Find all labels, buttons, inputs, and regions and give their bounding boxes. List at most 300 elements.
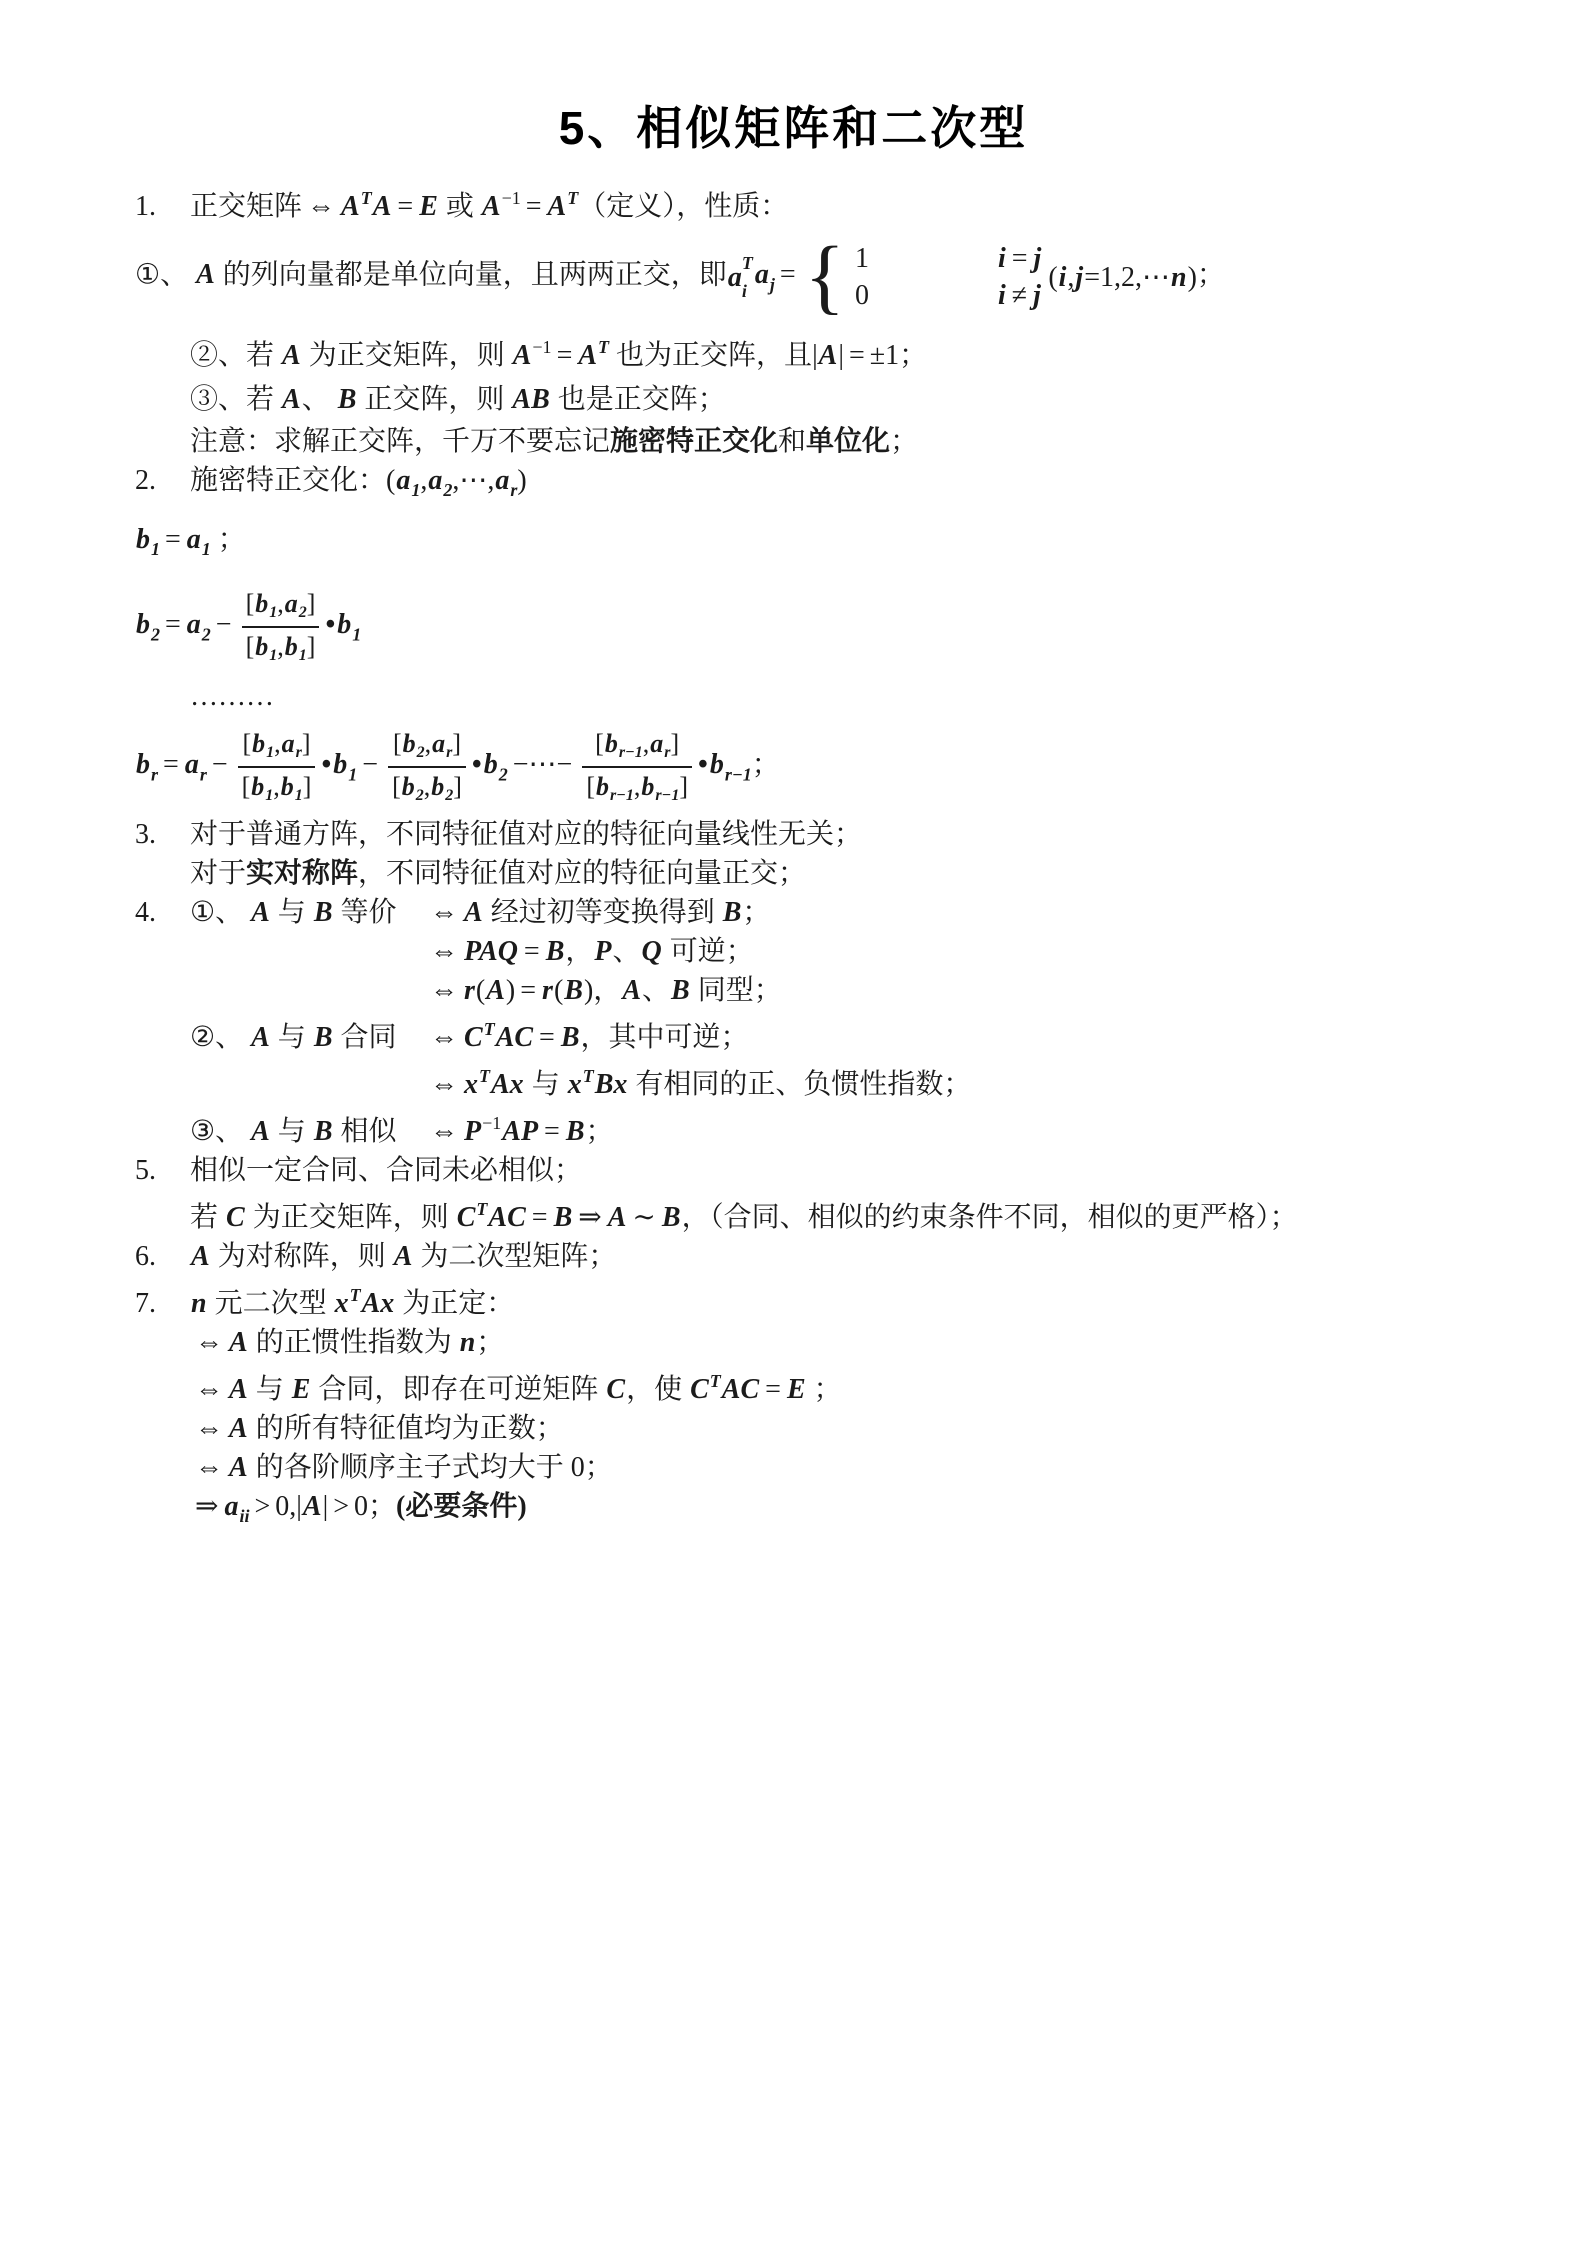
script-column (742, 254, 753, 300)
math-operator: = (1011, 243, 1028, 274)
text-segment: C (690, 1374, 709, 1405)
text-segment: B (671, 975, 690, 1006)
text-segment: 可逆； (662, 936, 754, 967)
text-segment: ②、若 (190, 340, 282, 371)
text-segment: r (510, 480, 518, 500)
doc-line (135, 510, 1587, 579)
text-segment: n (191, 1288, 207, 1319)
item-label (190, 1112, 425, 1151)
text-segment: −1 (482, 1113, 502, 1133)
text-segment: C (464, 1022, 483, 1053)
text-segment: 正交阵，则 (357, 384, 512, 415)
text-segment: AP (502, 1116, 539, 1147)
text-segment: A (229, 1452, 248, 1483)
doc-line (135, 719, 1587, 815)
text-segment: 和 (778, 426, 807, 457)
fraction-numerator (238, 727, 316, 768)
doc-line (135, 1104, 1587, 1151)
scripted-symbol (728, 254, 753, 300)
item-label (190, 1018, 425, 1057)
item-label (190, 893, 425, 932)
superscript: T (741, 253, 753, 273)
text-segment: T (582, 1066, 594, 1086)
text-segment: P (464, 1116, 482, 1147)
text-segment: ； (1196, 259, 1225, 291)
math-operator: > (254, 1491, 271, 1522)
text-segment: A (512, 340, 532, 371)
text-segment: ， (593, 975, 622, 1006)
text-segment: i (997, 243, 1006, 274)
text-segment: 2 (151, 624, 160, 645)
text-segment: Ax (361, 1288, 395, 1319)
text-segment: , (274, 729, 281, 758)
item-number: 1. (135, 191, 156, 222)
doc-line (135, 229, 1587, 325)
text-segment: C (456, 1202, 476, 1233)
text-segment: B (722, 897, 742, 928)
math-operator: ⇔ (195, 1374, 223, 1405)
text-segment: b (255, 632, 269, 661)
text-segment: b (596, 772, 609, 801)
text-segment: 为正交矩阵，则 (301, 340, 512, 371)
text-segment: A (282, 340, 301, 371)
math-operator: = (544, 1116, 560, 1147)
text-segment: x (334, 1288, 349, 1319)
text-segment: A (393, 1241, 413, 1272)
text-segment: E (291, 1374, 311, 1405)
math-operator: ⇔ (430, 1116, 458, 1147)
text-segment: E (786, 1374, 806, 1405)
text-segment: ， (565, 936, 594, 967)
text-segment: T (709, 1371, 721, 1391)
text-segment: T (349, 1285, 361, 1305)
cases-condition-column (997, 240, 1042, 314)
text-segment: , (424, 729, 432, 758)
text-segment: ； (742, 897, 771, 928)
text-segment: 也是正交阵； (550, 384, 726, 415)
text-segment: b (402, 729, 416, 758)
text-segment: ； (806, 1374, 842, 1405)
text-segment: ③、 (190, 1116, 251, 1147)
text-segment: B (661, 1202, 681, 1233)
text-segment: ] (453, 772, 462, 801)
text-segment: b (483, 749, 498, 781)
text-segment: ] (452, 729, 462, 758)
text-segment: b (401, 772, 415, 801)
text-segment: a (281, 729, 295, 758)
text-segment: ①、 (190, 897, 251, 928)
item-number: 5. (135, 1155, 156, 1186)
text-segment: A (578, 340, 598, 371)
text-segment: ①、 (135, 259, 196, 291)
text-segment: | (838, 340, 844, 371)
doc-line (135, 325, 1587, 378)
doc-line (135, 1409, 1587, 1448)
text-segment: b (255, 589, 269, 618)
script-base: a (727, 261, 742, 293)
text-segment: ，不同特征值对应的特征向量正交； (358, 858, 807, 889)
text-segment: A (302, 1491, 322, 1522)
text-segment: Ax (491, 1069, 524, 1100)
text-segment: ( (386, 465, 396, 496)
text-segment: • (325, 609, 336, 641)
text-segment: B (565, 1116, 585, 1147)
text-segment: 1 (266, 744, 275, 761)
text-segment: 与 (524, 1069, 567, 1100)
fraction (582, 727, 692, 807)
doc-line (135, 1190, 1587, 1237)
text-segment: b (136, 609, 150, 641)
text-segment: A (341, 191, 360, 222)
text-segment: T (360, 188, 372, 208)
text-segment: [ (392, 772, 401, 801)
math-operator: ≠ (1011, 280, 1028, 311)
text-segment: [ (392, 729, 402, 758)
math-operator: = (525, 191, 542, 222)
text-segment: • (698, 749, 708, 781)
text-segment: 有相同的正、负惯性指数； (628, 1069, 972, 1100)
text-segment: r (446, 744, 453, 761)
doc-line (135, 893, 1587, 932)
text-segment: ±1 (869, 340, 900, 371)
cases-value-column (855, 240, 869, 314)
text-segment: ) (505, 975, 516, 1006)
text-segment: A (481, 191, 501, 222)
text-segment: a (432, 729, 446, 758)
text-segment: 1 (269, 604, 278, 621)
text-segment: a (186, 524, 201, 555)
text-segment: [ (242, 729, 252, 758)
text-segment: 注意：求解正交阵，千万不要忘记 (190, 426, 611, 457)
text-segment: P (594, 936, 612, 967)
doc-line (135, 1237, 1587, 1276)
text-segment: 对于 (190, 858, 247, 889)
text-segment: ( (553, 975, 564, 1006)
text-segment: ] (301, 729, 311, 758)
text-segment: , (1067, 261, 1075, 293)
text-segment: 1 (151, 539, 160, 559)
item-number: 4. (135, 897, 156, 928)
text-segment: b (337, 609, 352, 641)
text-segment: ,⋯, (452, 465, 495, 496)
text-segment: (必要条件) (396, 1491, 527, 1522)
text-segment: | (296, 1491, 302, 1522)
text-segment: 与 (270, 897, 313, 928)
text-segment: a (284, 589, 298, 618)
text-segment: B (313, 1116, 333, 1147)
text-segment: 2 (298, 604, 307, 621)
text-segment: b (251, 772, 265, 801)
text-segment: 0, (275, 1491, 297, 1522)
text-segment: 、 (642, 975, 671, 1006)
text-segment: 元二次型 (207, 1288, 334, 1319)
text-segment: 2 (201, 624, 211, 645)
math-operator: −⋯− (512, 749, 573, 781)
text-segment: AC (488, 1202, 526, 1233)
text-segment: [ (595, 729, 604, 758)
text-segment: | (322, 1491, 329, 1522)
math-operator: = (523, 936, 540, 967)
text-segment: T (479, 1066, 490, 1086)
fraction-denominator (242, 628, 320, 667)
piecewise-cases (804, 230, 1197, 323)
text-segment: ②、 (190, 1022, 251, 1053)
text-segment: 的所有特征值均为正数； (248, 1413, 564, 1444)
text-segment: ，其中可逆； (580, 1022, 749, 1053)
text-segment: AC (721, 1374, 760, 1405)
cases-row (855, 240, 869, 277)
math-operator: ⇔ (430, 1069, 458, 1100)
doc-line (135, 579, 1587, 675)
text-segment: , (273, 772, 280, 801)
text-segment: 经过初等变换得到 (483, 897, 722, 928)
text-segment: PAQ (464, 936, 518, 967)
text-segment: A (607, 1202, 627, 1233)
text-segment: 与 (270, 1116, 313, 1147)
item-number: 3. (135, 819, 156, 850)
text-segment: 、 (301, 384, 337, 415)
text-segment: r−1 (724, 764, 752, 785)
text-segment: b (280, 772, 294, 801)
cases-row (997, 277, 1042, 314)
math-operator: = (165, 524, 181, 555)
text-segment: [ (241, 772, 251, 801)
text-segment: B (560, 1022, 580, 1053)
text-segment: 为正交矩阵，则 (245, 1202, 456, 1233)
text-segment: r (151, 764, 159, 785)
text-segment: , (277, 589, 284, 618)
text-segment: i (997, 280, 1006, 311)
math-operator: = (779, 259, 796, 291)
text-segment: 1 (352, 624, 362, 645)
text-segment: • (471, 749, 482, 781)
text-segment: , (642, 729, 650, 758)
text-segment: 施密特正交化 (610, 426, 779, 457)
fraction-denominator (582, 768, 692, 807)
document-content (0, 158, 1587, 1536)
doc-line (135, 815, 1587, 854)
text-segment: 对于普通方阵，不同特征值对应的特征向量线性无关； (190, 819, 863, 850)
doc-line (135, 854, 1587, 893)
doc-line (135, 1362, 1587, 1409)
text-segment: [ (245, 632, 255, 661)
text-segment: AB (512, 384, 550, 415)
math-operator: = (848, 340, 865, 371)
subscript: i (741, 281, 747, 301)
text-segment: 为二次型矩阵； (413, 1241, 617, 1272)
text-segment: r (464, 975, 475, 1006)
text-segment: a (396, 465, 411, 496)
text-segment: A (464, 897, 483, 928)
text-segment: • (321, 749, 332, 781)
math-operator: ∼ (632, 1202, 656, 1233)
text-segment: b (333, 749, 348, 781)
math-operator: ⇔ (195, 1327, 223, 1358)
fraction-denominator (388, 768, 466, 807)
text-segment: 0 (353, 1491, 368, 1522)
text-segment: r (199, 764, 207, 785)
math-operator: = (531, 1202, 548, 1233)
text-segment: Bx (594, 1069, 628, 1100)
fraction-numerator (582, 727, 692, 768)
text-segment: =1,2,⋯ (1084, 261, 1170, 293)
text-segment: b (604, 729, 618, 758)
text-segment: b (252, 729, 266, 758)
text-segment: a (754, 259, 769, 291)
text-segment: 1 (269, 647, 278, 664)
text-segment: , (633, 772, 641, 801)
math-operator: = (165, 609, 181, 641)
text-segment: | (812, 340, 818, 371)
text-segment: r−1 (610, 787, 634, 804)
item-number: 6. (135, 1241, 156, 1272)
math-operator: ⇔ (307, 191, 336, 222)
math-operator: ⇒ (195, 1491, 219, 1522)
left-brace-glyph: { (804, 230, 845, 323)
text-segment: B (553, 1202, 573, 1233)
math-operator: ⇒ (578, 1202, 602, 1233)
math-operator: = (539, 1022, 555, 1053)
doc-line (135, 1151, 1587, 1190)
math-operator: = (397, 191, 414, 222)
text-segment: r−1 (618, 744, 643, 761)
math-operator: − (362, 749, 379, 781)
doc-line (135, 1010, 1587, 1057)
text-segment: 也为正交阵，且 (609, 340, 813, 371)
text-segment: 1 (294, 787, 303, 804)
text-segment: AC (495, 1022, 534, 1053)
text-segment: ； (476, 1327, 505, 1358)
text-segment: 相似一定合同、合同未必相似； (190, 1155, 583, 1186)
text-segment: ( (1048, 261, 1058, 293)
text-segment: A (229, 1374, 248, 1405)
text-segment: A (282, 384, 301, 415)
text-segment: 为对称阵，则 (210, 1241, 393, 1272)
text-segment: A (229, 1327, 248, 1358)
math-operator: = (765, 1374, 781, 1405)
doc-line (135, 971, 1587, 1010)
text-segment: 1 (265, 787, 274, 804)
text-segment: 相似 (333, 1116, 397, 1147)
text-segment: a (650, 729, 664, 758)
text-segment: j (1075, 261, 1084, 293)
text-segment: 0 (854, 280, 869, 311)
text-segment: b (709, 749, 724, 781)
math-operator: > (333, 1491, 349, 1522)
math-operator: − (211, 749, 228, 781)
math-operator: ⇔ (195, 1413, 223, 1444)
text-segment: T (483, 1019, 495, 1039)
doc-line (135, 932, 1587, 971)
text-segment: ； (210, 524, 246, 555)
text-segment: r (542, 975, 553, 1006)
text-segment: n (1171, 261, 1187, 293)
text-segment: x (567, 1069, 582, 1100)
text-segment: ) (1187, 261, 1197, 293)
text-segment: ； (367, 1491, 396, 1522)
text-segment: ) (517, 465, 527, 496)
text-segment: A (251, 1022, 270, 1053)
text-segment: 的列向量都是单位向量，且两两正交，即 (215, 259, 727, 291)
text-segment: 2 (443, 480, 453, 500)
text-segment: 若 (190, 1202, 226, 1233)
text-segment: ( (475, 975, 486, 1006)
text-segment: [ (586, 772, 595, 801)
text-segment: 或 (438, 191, 481, 222)
text-segment: ……… (190, 681, 274, 712)
text-segment: , (420, 465, 428, 496)
text-segment: ； (751, 749, 780, 781)
text-segment: j (1033, 280, 1041, 311)
text-segment: A (196, 259, 215, 291)
text-segment: 施密特正交化： (190, 465, 387, 496)
text-segment: T (598, 337, 610, 357)
text-segment: 1 (854, 243, 869, 274)
fraction (238, 727, 316, 807)
text-segment: n (459, 1327, 476, 1358)
text-segment: B (313, 1022, 333, 1053)
text-segment: A (547, 191, 567, 222)
page-title: 5、相似矩阵和二次型 (558, 102, 1029, 154)
text-segment: 与 (270, 1022, 313, 1053)
doc-line (135, 1448, 1587, 1487)
fraction (242, 587, 320, 667)
text-segment: C (606, 1374, 626, 1405)
text-segment: r (295, 744, 302, 761)
text-segment: Q (641, 936, 662, 967)
text-segment: 同型； (690, 975, 782, 1006)
text-segment: 与 (248, 1374, 291, 1405)
cases-row (997, 240, 1042, 277)
text-segment: a (184, 749, 199, 781)
text-segment: ，使 (626, 1374, 690, 1405)
text-segment: r−1 (655, 787, 680, 804)
text-segment: B (313, 897, 333, 928)
text-segment: b (641, 772, 655, 801)
text-segment: 1 (411, 480, 421, 500)
math-operator: ⇔ (195, 1452, 223, 1483)
text-segment: b (136, 749, 150, 781)
text-segment: x (464, 1069, 478, 1100)
text-segment: j (1033, 243, 1042, 274)
math-operator: ⇔ (430, 1022, 458, 1053)
text-segment: 2 (498, 764, 508, 785)
math-operator: ⇔ (430, 897, 458, 928)
cases-row (855, 277, 869, 314)
text-segment: 1 (201, 539, 211, 559)
text-segment: B (564, 975, 583, 1006)
math-operator: − (215, 609, 232, 641)
text-segment: , (277, 632, 284, 661)
item-number: 7. (135, 1288, 156, 1319)
doc-line (135, 378, 1587, 422)
text-segment: ) (583, 975, 594, 1006)
math-operator: = (556, 340, 573, 371)
text-segment: 合同 (333, 1022, 397, 1053)
text-segment: B (545, 936, 565, 967)
text-segment: 单位化 (806, 426, 891, 457)
text-segment: 1 (298, 647, 307, 664)
item-number: 2. (135, 465, 156, 496)
math-operator: ⇔ (430, 975, 458, 1006)
text-segment: A (229, 1413, 248, 1444)
text-segment: 的各阶顺序主子式均大于 0； (248, 1452, 613, 1483)
doc-line (135, 1487, 1587, 1536)
fraction-numerator (242, 587, 320, 628)
text-segment: 等价 (333, 897, 397, 928)
text-segment: A (251, 897, 270, 928)
doc-line (135, 1323, 1587, 1362)
